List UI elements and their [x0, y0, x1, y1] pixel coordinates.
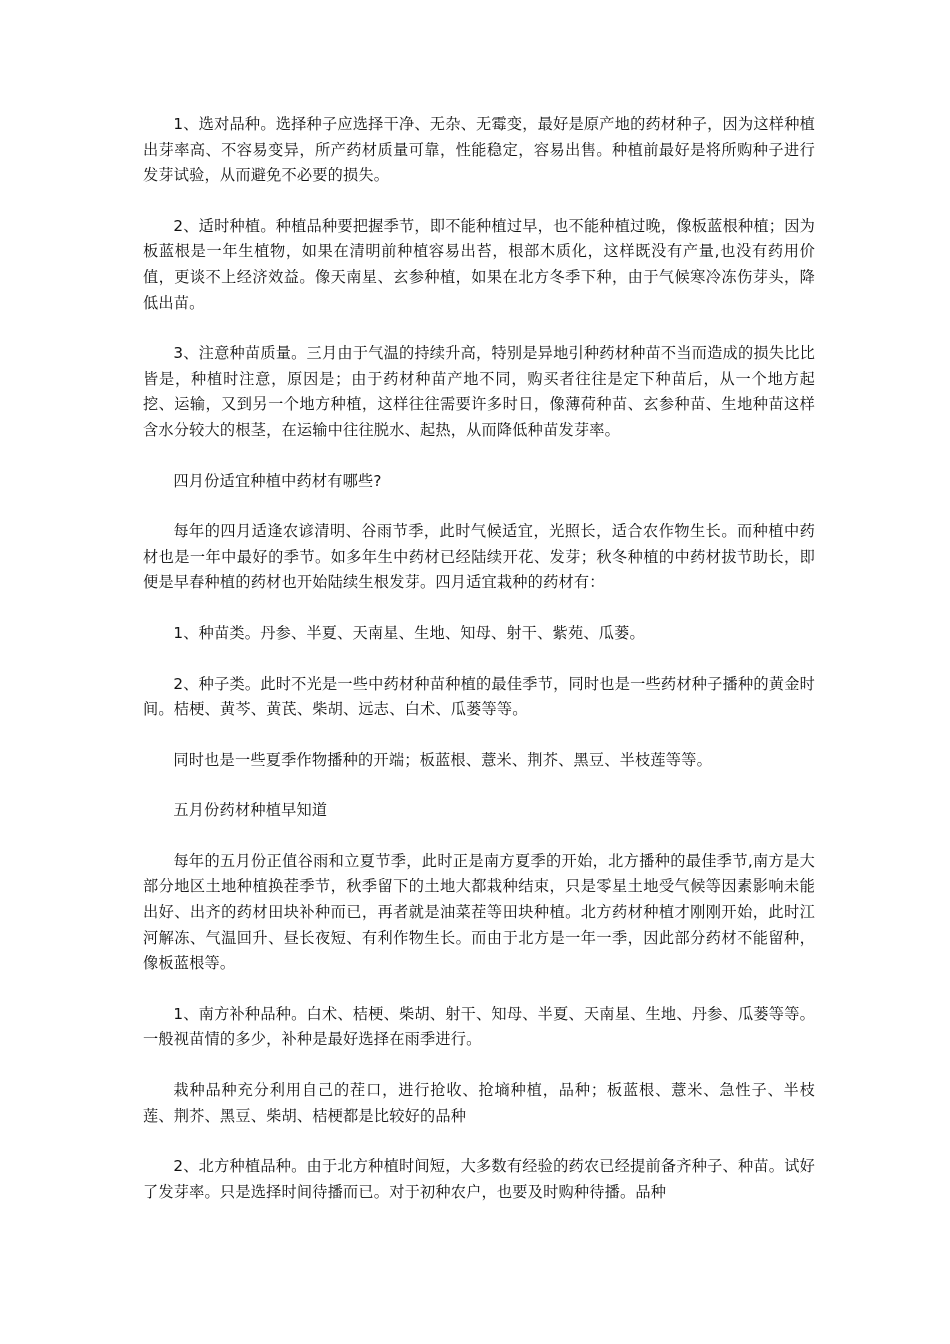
section-heading-april: 四月份适宜种植中药材有哪些?	[173, 471, 382, 490]
paragraph-may-intro: 每年的五月份正值谷雨和立夏节季，此时正是南方夏季的开始，北方播种的最佳季节,南方是大部分地区土地种植换茬季节，秋季留下的土地大都栽种结束，只是零星土地受气候等因素影响未能出好、出齐的药材田块补种而已，再者就是油菜茬等田块种植。北方药材种植才刚刚开始，此时江河解冻、气温回升、昼长夜短、有利作物生长。而由于北方是一年一季，因此部分药材不能留种，像板蓝根等。	[143, 851, 815, 973]
paragraph-april-intro: 每年的四月适逢农谚清明、谷雨节季，此时气候适宜，光照长，适合农作物生长。而种植中药材也是一年中最好的季节。如多年生中药材已经陆续开花、发芽；秋冬种植的中药材拔节助长，即便是早春种植的药材也开始陆续生根发芽。四月适宜栽种的药材有：	[143, 522, 815, 592]
paragraph-seed-selection: 1、选对品种。选择种子应选择干净、无杂、无霉变，最好是原产地的药材种子，因为这样种植出芽率高、不容易变异，所产药材质量可靠，性能稳定，容易出售。种植前最好是将所购种子进行发芽试验，从而避免不必要的损失。	[143, 115, 815, 185]
paragraph-april-seeds: 2、种子类。此时不光是一些中药材种苗种植的最佳季节，同时也是一些药材种子播种的黄金时间。桔梗、黄芩、黄芪、柴胡、远志、白术、瓜蒌等等。	[143, 674, 815, 719]
paragraph-april-summer-crops: 同时也是一些夏季作物播种的开端；板蓝根、薏米、荆芥、黑豆、半枝莲等等。	[173, 750, 712, 769]
section-heading-may: 五月份药材种植早知道	[173, 801, 328, 820]
document-body	[143, 112, 815, 1230]
paragraph-north-varieties: 2、北方种植品种。由于北方种植时间短，大多数有经验的药农已经提前备齐种子、种苗。试好了发芽率。只是选择时间待播而已。对于初种农户，也要及时购种待播。品种	[143, 1157, 815, 1201]
paragraph-seedling-quality: 3、注意种苗质量。三月由于气温的持续升高，特别是异地引种药材种苗不当而造成的损失比比皆是，种植时注意，原因是；由于药材种苗产地不同，购买者往往是定下种苗后，从一个地方起挖、运输，又到另一个地方种植，这样往往需要许多时日，像薄荷种苗、玄参种苗、生地种苗这样含水分较大的根茎，在运输中往往脱水、起热，从而降低种苗发芽率。	[143, 344, 815, 439]
paragraph-planting-varieties: 栽种品种充分利用自己的茬口，进行抢收、抢墒种植，品种；板蓝根、薏米、急性子、半枝莲、荆芥、黑豆、柴胡、桔梗都是比较好的品种	[143, 1081, 815, 1125]
paragraph-south-replant: 1、南方补种品种。白术、桔梗、柴胡、射干、知母、半夏、天南星、生地、丹参、瓜蒌等等。一般视苗情的多少，补种是最好选择在雨季进行。	[143, 1004, 815, 1049]
paragraph-timely-planting: 2、适时种植。种植品种要把握季节，即不能种植过早，也不能种植过晚，像板蓝根种植；因为板蓝根是一年生植物，如果在清明前种植容易出苔，根部木质化，这样既没有产量,也没有药用价值，更谈不上经济效益。像天南星、玄参种植，如果在北方冬季下种，由于气候寒冷冻伤芽头，降低出苗。	[143, 216, 815, 312]
paragraph-april-seedlings: 1、种苗类。丹参、半夏、天南星、生地、知母、射干、紫苑、瓜蒌。	[173, 623, 645, 642]
